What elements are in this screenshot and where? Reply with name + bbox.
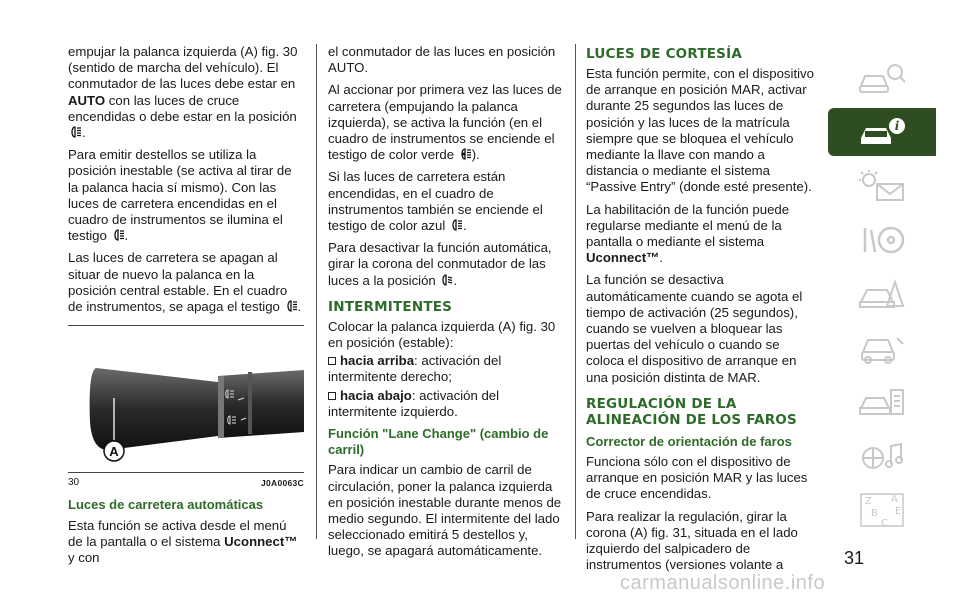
paragraph: Colocar la palanca izquierda (A) fig. 30 en posición (estable): xyxy=(328,318,556,351)
car-search-icon xyxy=(857,60,907,96)
svg-text:A: A xyxy=(891,494,898,505)
lever-illustration xyxy=(68,332,304,472)
svg-text:B: B xyxy=(871,508,878,519)
svg-text:C: C xyxy=(881,518,888,528)
figure-30-stalk xyxy=(68,332,304,472)
tab-car-crash[interactable] xyxy=(828,270,936,318)
paragraph: Para indicar un cambio de carril de circulación, poner la palanca izquierda en posición inestable durante menos de medio segundo. El intermitente del lado seleccionado emitirá 5 destellos y, luego, se apagará automáticamente. xyxy=(328,462,562,559)
figure-bottom-rule xyxy=(68,472,304,473)
paragraph: La habilitación de la función puede regularse mediante el menú de la pantalla o mediante el sistema Uconnect™. xyxy=(586,201,790,266)
paragraph: Si las luces de carretera están encendidas, en el cuadro de instrumentos también se enciende el testigo de color azul . xyxy=(328,169,543,234)
list-item: hacia abajo: activación del intermitente izquierdo. xyxy=(328,387,500,419)
chapter-sidebar xyxy=(828,54,936,540)
high-beam-icon xyxy=(68,126,82,138)
column-divider xyxy=(316,44,317,539)
column-2 xyxy=(328,44,566,566)
high-beam-icon xyxy=(111,229,125,241)
column-1 xyxy=(68,44,304,572)
paragraph: La función se desactiva automáticamente cuando se agota el tiempo de activación (25 segundos), cuando se vuelven a bloquear las puertas del vehículo o cuando se coloca el dispositivo de arranque en una posición distinta de MAR. xyxy=(586,272,803,385)
tab-alphabet-index[interactable] xyxy=(828,486,936,534)
tab-car-checklist[interactable] xyxy=(828,378,936,426)
section-heading: REGULACIÓN DE LA ALINEACIÓN DE LOS FAROS xyxy=(586,395,797,428)
figure-caption xyxy=(68,475,304,491)
tab-lights-mail[interactable] xyxy=(828,162,936,210)
column-divider xyxy=(575,44,576,539)
svg-text:E: E xyxy=(895,506,902,517)
paragraph: Para realizar la regulación, girar la corona (A) fig. 31, situada en el lado izquierdo del salpicadero de instrumentos (versiones volante a xyxy=(586,508,798,573)
section-subheading: Luces de carretera automáticas xyxy=(68,497,264,513)
tab-media-nav[interactable] xyxy=(828,432,936,480)
media-nav-icon xyxy=(857,438,907,474)
figure-callout-label: A xyxy=(109,444,119,460)
figure-number: 30 xyxy=(68,477,80,489)
svg-text:Z: Z xyxy=(865,496,872,507)
car-service-icon xyxy=(857,330,907,366)
paragraph: Para emitir destellos se utiliza la posición inestable (se activa al tirar de la palanca hacia sí mismo). Con las luces de carretera encendidas en el cuadro de instrumentos se ilumina el testigo . xyxy=(68,147,292,244)
tab-car-search[interactable] xyxy=(828,54,936,102)
low-beam-icon xyxy=(439,274,453,286)
paragraph: Esta función permite, con el dispositivo de arranque en posición MAR, activar durante 25 segundos las luces de posición y las luces de la matrícula siempre que se bloquea el vehículo mediante la llave con mando a distancia o mediante el sistema “Passive Entry” (donde esté presente). xyxy=(586,66,814,195)
high-beam-icon xyxy=(449,219,463,231)
paragraph: el conmutador de las luces en posición AUTO. xyxy=(328,44,556,76)
list-item: hacia arriba: activación del intermitente derecho; xyxy=(328,353,502,385)
paragraph: Las luces de carretera se apagan al situar de nuevo la palanca en la posición central estable. En el cuadro de instrumentos, se apaga el testigo . xyxy=(68,250,302,315)
section-heading: INTERMITENTES xyxy=(328,298,453,315)
paragraph: empujar la palanca izquierda (A) fig. 30 (sentido de marcha del vehículo). El conmutador de las luces debe estar en AUTO con las luces de cruce encendidas o debe estar en la posición . xyxy=(68,44,298,141)
paragraph: Para desactivar la función automática, girar la corona del conmutador de las luces a la posición . xyxy=(328,240,552,288)
tab-wheel-tools[interactable] xyxy=(828,216,936,264)
section-subheading: Corrector de orientación de faros xyxy=(586,433,792,449)
paragraph: Esta función se activa desde el menú de la pantalla o el sistema Uconnect™ y con xyxy=(68,517,298,566)
figure-code: J0A0063C xyxy=(260,478,304,489)
bullet-icon xyxy=(328,357,336,365)
tab-car-info[interactable] xyxy=(828,108,936,156)
lights-mail-icon xyxy=(857,168,907,204)
alphabet-index-icon xyxy=(857,492,907,528)
car-checklist-icon xyxy=(857,384,907,420)
column-3 xyxy=(586,44,818,579)
bullet-icon xyxy=(328,392,336,400)
car-crash-icon xyxy=(857,276,907,312)
svg-text:i: i xyxy=(894,119,900,133)
tab-car-service[interactable] xyxy=(828,324,936,372)
paragraph: Al accionar por primera vez las luces de carretera (empujando la palanca izquierda), se activa la función (en el cuadro de instrumentos se enciende el testigo de color verde ). xyxy=(328,82,562,163)
figure-top-rule xyxy=(68,325,304,326)
high-beam-icon xyxy=(284,300,298,312)
watermark-footer: carmanualsonline.info xyxy=(620,572,826,594)
page-number: 31 xyxy=(844,548,865,568)
auto-high-beam-icon xyxy=(458,148,472,160)
wheel-tools-icon xyxy=(857,222,907,258)
section-subheading: Función "Lane Change" (cambio de carril) xyxy=(328,426,549,458)
paragraph: Funciona sólo con el dispositivo de arranque en posición MAR y las luces de cruce encendidas. xyxy=(586,454,808,502)
section-heading: LUCES DE CORTESÍA xyxy=(586,46,742,62)
car-info-icon xyxy=(857,114,907,150)
